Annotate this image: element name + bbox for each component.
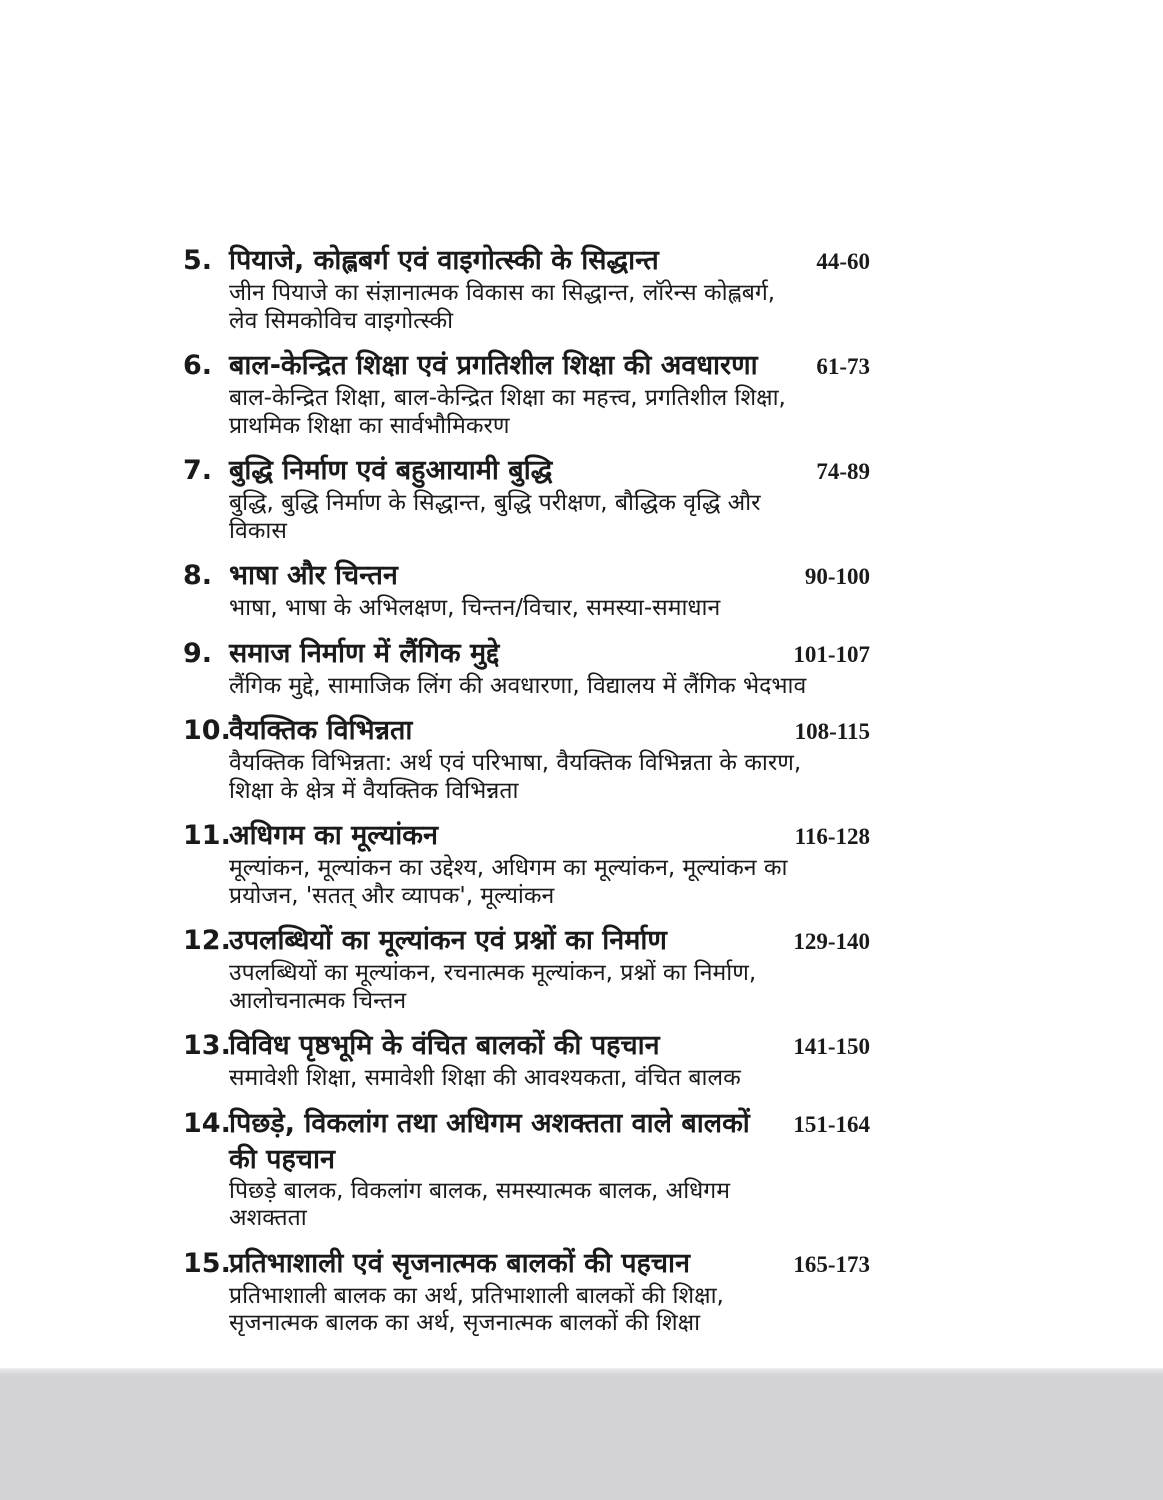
entry-page-range: 165-173 bbox=[793, 1251, 870, 1277]
entry-page-range: 44-60 bbox=[816, 249, 870, 274]
entry-title: बुद्धि निर्माण एवं बहुआयामी बुद्धि bbox=[229, 455, 553, 486]
entry-page-range: 151-164 bbox=[793, 1111, 870, 1137]
entry-subtitle: प्रतिभाशाली बालक का अर्थ, प्रतिभाशाली बालकों की शिक्षा, सृजनात्मक बालक का अर्थ, सृजनात्मक बालकों की शिक्षा bbox=[229, 1282, 724, 1336]
bottom-gray-bar bbox=[0, 1368, 1163, 1500]
entry-number: 12. bbox=[183, 925, 231, 956]
toc-entry-head bbox=[183, 453, 870, 490]
toc-entry-head bbox=[183, 818, 870, 855]
entry-number: 7. bbox=[183, 455, 213, 486]
entry-page-range: 101-107 bbox=[793, 641, 870, 667]
entry-number: 14. bbox=[183, 1107, 231, 1139]
entry-title: समाज निर्माण में लैंगिक मुद्दे bbox=[229, 637, 500, 669]
entry-page-range: 141-150 bbox=[793, 1034, 870, 1059]
toc-entry-head bbox=[183, 1106, 870, 1178]
toc-entry bbox=[183, 453, 870, 545]
entry-title: विविध पृष्ठभूमि के वंचित बालकों की पहचान bbox=[229, 1030, 660, 1061]
entry-number: 10. bbox=[183, 715, 231, 746]
entry-title: उपलब्धियों का मूल्यांकन एवं प्रश्नों का निर्माण bbox=[229, 925, 667, 956]
toc-entry bbox=[183, 713, 870, 805]
toc-entry bbox=[183, 1106, 870, 1233]
toc-entry bbox=[183, 818, 870, 910]
entry-title: पियाजे, कोह्लबर्ग एवं वाइगोत्स्की के सिद्धान्त bbox=[229, 245, 659, 276]
entry-subtitle: उपलब्धियों का मूल्यांकन, रचनात्मक मूल्यांकन, प्रश्नों का निर्माण, आलोचनात्मक चिन्तन bbox=[229, 960, 757, 1014]
entry-number: 5. bbox=[183, 245, 213, 276]
entry-subtitle: भाषा, भाषा के अभिलक्षण, चिन्तन/विचार, समस्या-समाधान bbox=[229, 595, 721, 621]
toc-entry bbox=[183, 243, 870, 335]
toc-entry-head bbox=[183, 636, 870, 673]
toc-entry-head bbox=[183, 558, 870, 595]
entry-subtitle: मूल्यांकन, मूल्यांकन का उद्देश्य, अधिगम का मूल्यांकन, मूल्यांकन का प्रयोजन, 'सतत् और व्यापक', मूल्यांकन bbox=[229, 855, 788, 909]
toc-entry-head bbox=[183, 1246, 870, 1283]
toc-entry bbox=[183, 1028, 870, 1093]
entry-number: 15. bbox=[183, 1247, 231, 1279]
entry-number: 9. bbox=[183, 637, 213, 669]
toc-list bbox=[183, 243, 870, 1338]
entry-subtitle: जीन पियाजे का संज्ञानात्मक विकास का सिद्धान्त, लॉरेन्स कोह्लबर्ग, लेव सिमकोविच वाइगोत्स्की bbox=[229, 280, 776, 334]
toc-entry-head bbox=[183, 243, 870, 280]
entry-subtitle: पिछड़े बालक, विकलांग बालक, समस्यात्मक बालक, अधिगम अशक्तता bbox=[229, 1177, 731, 1231]
entry-page-range: 90-100 bbox=[804, 564, 870, 589]
entry-number: 13. bbox=[183, 1030, 231, 1061]
entry-page-range: 108-115 bbox=[794, 719, 870, 744]
toc-entry bbox=[183, 1246, 870, 1338]
toc-entry-head bbox=[183, 1028, 870, 1065]
entry-page-range: 74-89 bbox=[816, 459, 870, 484]
toc-entry-head bbox=[183, 713, 870, 750]
entry-title: पिछड़े, विकलांग तथा अधिगम अशक्तता वाले बालकों की पहचान bbox=[229, 1107, 750, 1175]
entry-number: 6. bbox=[183, 350, 213, 381]
entry-page-range: 129-140 bbox=[793, 929, 870, 954]
entry-subtitle: लैंगिक मुद्दे, सामाजिक लिंग की अवधारणा, विद्यालय में लैंगिक भेदभाव bbox=[229, 672, 807, 699]
entry-subtitle: बुद्धि, बुद्धि निर्माण के सिद्धान्त, बुद्धि परीक्षण, बौद्धिक वृद्धि और विकास bbox=[229, 490, 761, 544]
toc-entry bbox=[183, 348, 870, 440]
entry-subtitle: बाल-केन्द्रित शिक्षा, बाल-केन्द्रित शिक्षा का महत्त्व, प्रगतिशील शिक्षा, प्राथमिक शिक्षा का सार्वभौमिकरण bbox=[229, 385, 786, 439]
table-of-contents bbox=[183, 243, 870, 1351]
toc-entry bbox=[183, 558, 870, 623]
entry-title: प्रतिभाशाली एवं सृजनात्मक बालकों की पहचान bbox=[229, 1247, 691, 1279]
entry-title: बाल-केन्द्रित शिक्षा एवं प्रगतिशील शिक्षा की अवधारणा bbox=[229, 350, 758, 381]
entry-title: अधिगम का मूल्यांकन bbox=[229, 820, 438, 851]
entry-subtitle: वैयक्तिक विभिन्नता: अर्थ एवं परिभाषा, वैयक्तिक विभिन्नता के कारण, शिक्षा के क्षेत्र में वैयक्तिक विभिन्नता bbox=[229, 750, 802, 804]
entry-page-range: 61-73 bbox=[816, 354, 870, 379]
entry-number: 8. bbox=[183, 560, 213, 591]
toc-entry-head bbox=[183, 348, 870, 385]
entry-page-range: 116-128 bbox=[794, 824, 870, 849]
toc-entry-head bbox=[183, 923, 870, 960]
entry-title: भाषा और चिन्तन bbox=[229, 560, 398, 591]
toc-entry bbox=[183, 923, 870, 1015]
entry-subtitle: समावेशी शिक्षा, समावेशी शिक्षा की आवश्यकता, वंचित बालक bbox=[229, 1065, 741, 1091]
entry-number: 11. bbox=[183, 820, 231, 851]
entry-title: वैयक्तिक विभिन्नता bbox=[229, 715, 413, 746]
toc-entry bbox=[183, 636, 870, 701]
